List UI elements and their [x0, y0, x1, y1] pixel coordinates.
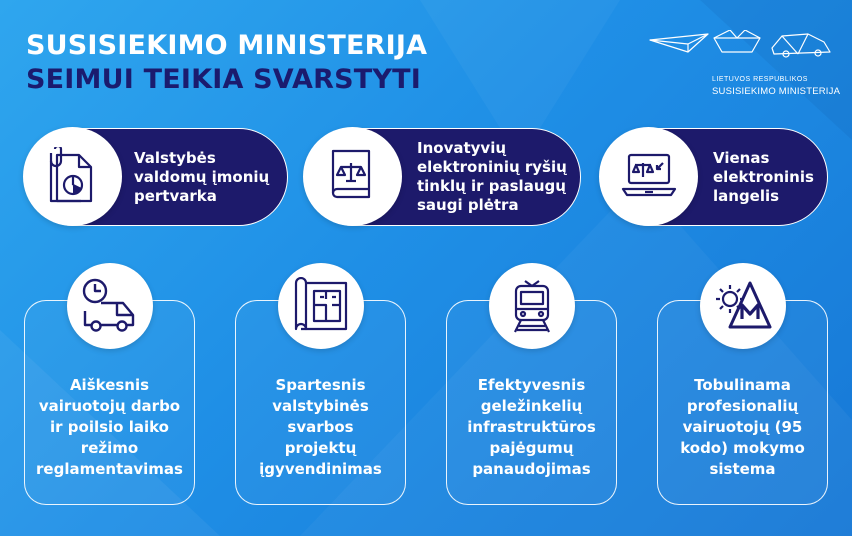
bottom-item-strategic-projects: [235, 300, 406, 505]
bottom-item-icon-circle: [489, 263, 575, 349]
top-item-label: Inovatyvių elektroninių ryšių tinklų ir paslaugų saugi plėtra: [417, 139, 567, 214]
bottom-item-label: Efektyvesnis geležinkelių infrastruktūros pajėgumų panaudojimas: [467, 376, 596, 478]
train-icon: [503, 277, 561, 335]
top-item-label: Vienas elektroninis langelis: [713, 149, 814, 205]
bottom-item-label: Tobulinama profesionalių vairuotojų (95 kodo) mokymo sistema: [680, 376, 805, 478]
gear-warning-sign-icon: [714, 277, 772, 335]
documents-pie-chart-icon: [45, 147, 101, 205]
top-item-icon-circle: [599, 127, 698, 226]
bottom-item-driver-work-rest: [24, 300, 195, 505]
logo-subtitle: LIETUVOS RESPUBLIKOS: [712, 76, 808, 83]
bottom-item-railway-capacity: [446, 300, 617, 505]
top-item-label: Valstybės valdomų įmonių pertvarka: [134, 149, 270, 205]
top-item-state-enterprises: [24, 128, 288, 226]
bottom-item-label: Aiškesnis vairuotojų darbo ir poilsio laiko režimo reglamentavimas: [36, 376, 183, 478]
blueprint-icon: [292, 277, 350, 335]
bottom-item-icon-circle: [700, 263, 786, 349]
top-item-icon-circle: [303, 127, 402, 226]
top-item-single-window: [600, 128, 828, 226]
laptop-scales-icon: [621, 147, 677, 205]
logo-name: SUSISIEKIMO MINISTERIJA: [712, 86, 841, 97]
paper-vehicles-logo-icon: [648, 30, 833, 74]
bottom-item-driver-training: [657, 300, 828, 505]
top-item-icon-circle: [23, 127, 122, 226]
bottom-item-label: Spartesnis valstybinės svarbos projektų įgyvendinimas: [259, 376, 382, 478]
bottom-item-icon-circle: [67, 263, 153, 349]
bottom-item-icon-circle: [278, 263, 364, 349]
page-title-line-1: SUSISIEKIMO MINISTERIJA: [26, 30, 428, 61]
page-title-line-2: SEIMUI TEIKIA SVARSTYTI: [26, 64, 422, 95]
van-clock-icon: [81, 277, 139, 335]
top-item-electronic-networks: [304, 128, 581, 226]
law-book-scales-icon: [325, 147, 381, 205]
